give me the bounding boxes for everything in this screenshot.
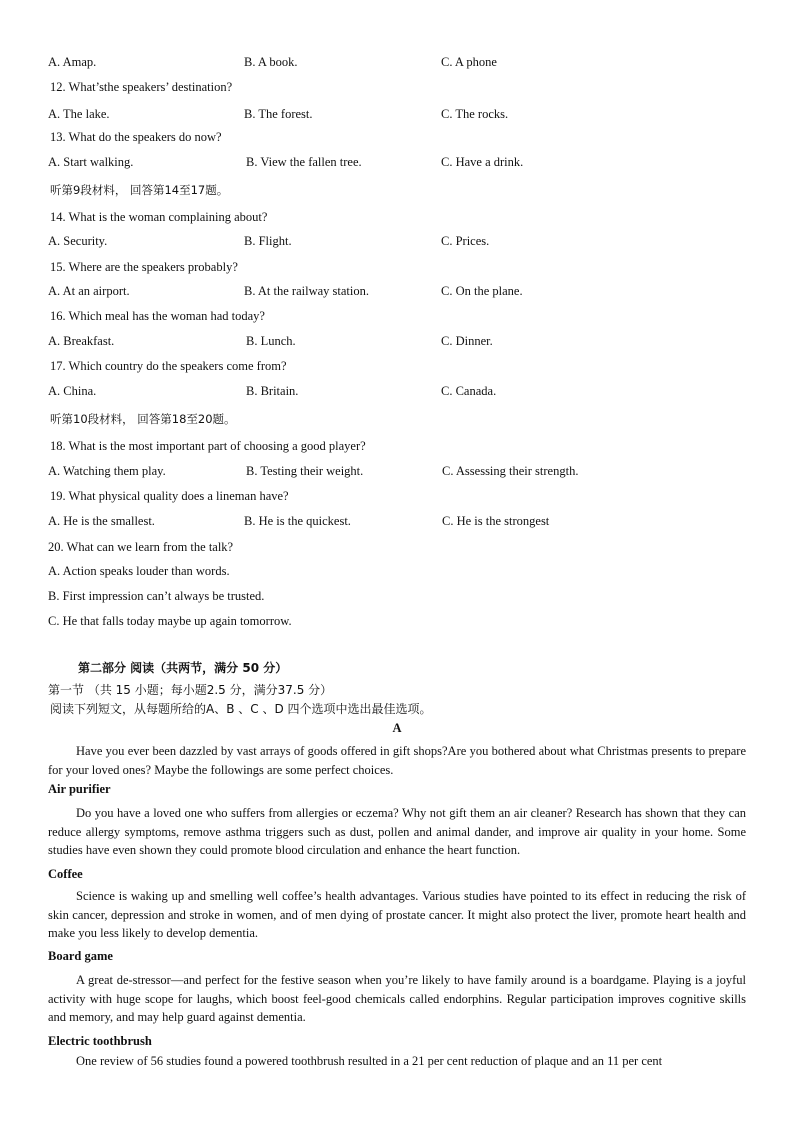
q14-option-c: C. Prices.	[441, 234, 490, 248]
section-10-instruction: 听第10段材料， 回答第18至20题。	[50, 412, 236, 426]
q17-question: 17. Which country do the speakers come from?	[50, 359, 287, 373]
section-text-air-purifier: Do you have a loved one who suffers from allergies or eczema? Why not gift them an air cleaner? Research has shown that they can reduce allergy symptoms, remove asthma triggers such as dust, pollen and animal dander, and improve air quality in your home. Some studies have even shown they could promote blood circulation and enhance the heart function.	[48, 806, 746, 857]
q15-option-c: C. On the plane.	[441, 284, 523, 298]
q19-question: 19. What physical quality does a lineman have?	[50, 489, 289, 503]
part-2-title: 第二部分 阅读（共两节，满分 50 分）	[78, 661, 288, 675]
q19-option-b: B. He is the quickest.	[244, 514, 351, 528]
q13-option-c: C. Have a drink.	[441, 155, 524, 169]
q18-question: 18. What is the most important part of choosing a good player?	[50, 439, 366, 453]
q19-option-c: C. He is the strongest	[442, 514, 550, 528]
q15-option-b: B. At the railway station.	[244, 284, 369, 298]
section-heading-electric-toothbrush: Electric toothbrush	[48, 1034, 152, 1048]
section-9-instruction: 听第9段材料， 回答第14至17题。	[50, 183, 229, 197]
q15-option-a: A. At an airport.	[48, 284, 130, 298]
q12-option-a: A. The lake.	[48, 107, 110, 121]
q14-option-a: A. Security.	[48, 234, 108, 248]
section-heading-coffee: Coffee	[48, 867, 83, 881]
q17-option-b: B. Britain.	[246, 384, 299, 398]
q13-question: 13. What do the speakers do now?	[50, 130, 222, 144]
passage-label: A	[392, 721, 402, 735]
q13-option-b: B. View the fallen tree.	[246, 155, 362, 169]
q11-option-a: A. Amap.	[48, 55, 97, 69]
q13-option-a: A. Start walking.	[48, 155, 134, 169]
q19-option-a: A. He is the smallest.	[48, 514, 155, 528]
section-text-board-game: A great de-stressor—and perfect for the festive season when you’re likely to have family around is a boardgame. Playing is a joyful activity with huge scope for laughs, which boost feel-good chemicals called endorphins. Regular participation improves cognitive skills and memory, and may help guard against dementia.	[48, 973, 746, 1024]
q18-option-b: B. Testing their weight.	[246, 464, 364, 478]
q14-question: 14. What is the woman complaining about?	[50, 210, 268, 224]
q16-option-b: B. Lunch.	[246, 334, 296, 348]
q17-option-a: A. China.	[48, 384, 97, 398]
section-text-electric-toothbrush: One review of 56 studies found a powered toothbrush resulted in a 21 per cent reduction of plaque and an 11 per cent	[76, 1054, 663, 1068]
q16-option-a: A. Breakfast.	[48, 334, 115, 348]
q20-option-c: C. He that falls today maybe up again tomorrow.	[48, 614, 292, 628]
section-text-coffee: Science is waking up and smelling well coffee’s health advantages. Various studies have pointed to its effect in reducing the risk of skin cancer, depression and stroke in women, and of men dying of prostate cancer. It might also protect the liver, promote heart health and make you less likely to develop dementia.	[48, 889, 746, 940]
q20-question: 20. What can we learn from the talk?	[48, 540, 234, 554]
section-1-title: 第一节 （共 15 小题；每小题2.5 分，满分37.5 分）	[48, 683, 333, 697]
q16-option-c: C. Dinner.	[441, 334, 493, 348]
q11-option-b: B. A book.	[244, 55, 298, 69]
q12-option-b: B. The forest.	[244, 107, 313, 121]
q17-option-c: C. Canada.	[441, 384, 497, 398]
q12-question: 12. What’sthe speakers’ destination?	[50, 80, 233, 94]
reading-instruction: 阅读下列短文，从每题所给的A、B 、C 、D 四个选项中选出最佳选项。	[50, 702, 432, 716]
passage-intro: Have you ever been dazzled by vast arrays of goods offered in gift shops?Are you bothered about what Christmas presents to prepare for your loved ones? Maybe the followings are some perfect choices.	[48, 744, 746, 777]
q11-option-c: C. A phone	[441, 55, 497, 69]
q14-option-b: B. Flight.	[244, 234, 292, 248]
q12-option-c: C. The rocks.	[441, 107, 509, 121]
q18-option-c: C. Assessing their strength.	[442, 464, 579, 478]
q16-question: 16. Which meal has the woman had today?	[50, 309, 265, 323]
section-heading-board-game: Board game	[48, 949, 113, 963]
q20-option-b: B. First impression can’t always be trusted.	[48, 589, 265, 603]
q20-option-a: A. Action speaks louder than words.	[48, 564, 230, 578]
q18-option-a: A. Watching them play.	[48, 464, 166, 478]
q15-question: 15. Where are the speakers probably?	[50, 260, 238, 274]
section-heading-air-purifier: Air purifier	[48, 782, 111, 796]
